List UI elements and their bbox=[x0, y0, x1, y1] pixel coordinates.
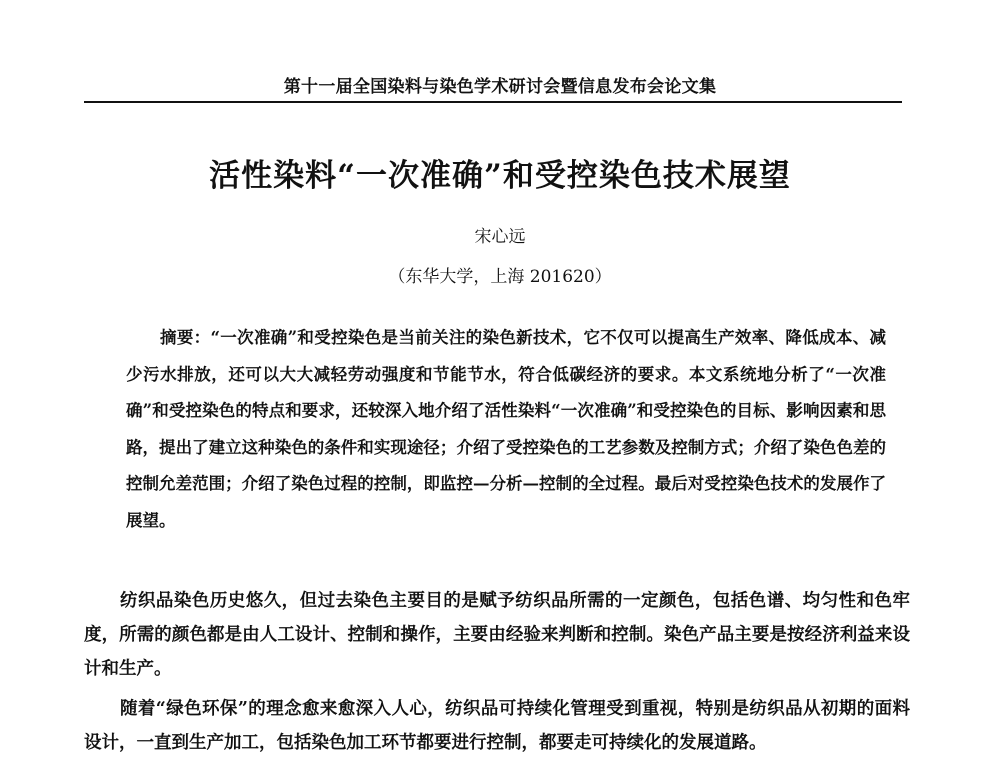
abstract-text: “一次准确”和受控染色是当前关注的染色新技术，它不仅可以提高生产效率、降低成本、减少污水排放，还可以大大减轻劳动强度和节能节水，符合低碳经济的要求。本文系统地分析了“一次准确”和受控染色的特点和要求，还较深入地介绍了活性染料“一次准确”和受控染色的目标、影响因素和思路，提出了建立这种染色的条件和实现途径；介绍了受控染色的工艺参数及控制方式；介绍了染色色差的控制允差范围；介绍了染色过程的控制，即监控—分析—控制的全过程。最后对受控染色技术的发展作了展望。 bbox=[126, 328, 887, 530]
header-rule bbox=[84, 101, 902, 103]
body-text bbox=[84, 584, 910, 766]
abstract-label: 摘要： bbox=[160, 328, 211, 347]
body-paragraph-1: 纺织品染色历史悠久，但过去染色主要目的是赋予纺织品所需的一定颜色，包括色谱、均匀性和色牢度，所需的颜色都是由人工设计、控制和操作，主要由经验来判断和控制。染色产品主要是按经济利益来设计和生产。 bbox=[84, 591, 910, 679]
running-header: 第十一届全国染料与染色学术研讨会暨信息发布会论文集 bbox=[283, 77, 717, 97]
body-paragraph-2: 随着“绿色环保”的理念愈来愈深入人心，纺织品可持续化管理受到重视，特别是纺织品从初期的面料设计，一直到生产加工，包括染色加工环节都要进行控制，都要走可持续化的发展道路。 bbox=[84, 699, 910, 753]
author-affiliation: （东华大学，上海 201620） bbox=[388, 267, 612, 287]
abstract bbox=[126, 320, 886, 540]
article-title: 活性染料“一次准确”和受控染色技术展望 bbox=[209, 158, 791, 194]
author-name: 宋心远 bbox=[474, 227, 526, 247]
